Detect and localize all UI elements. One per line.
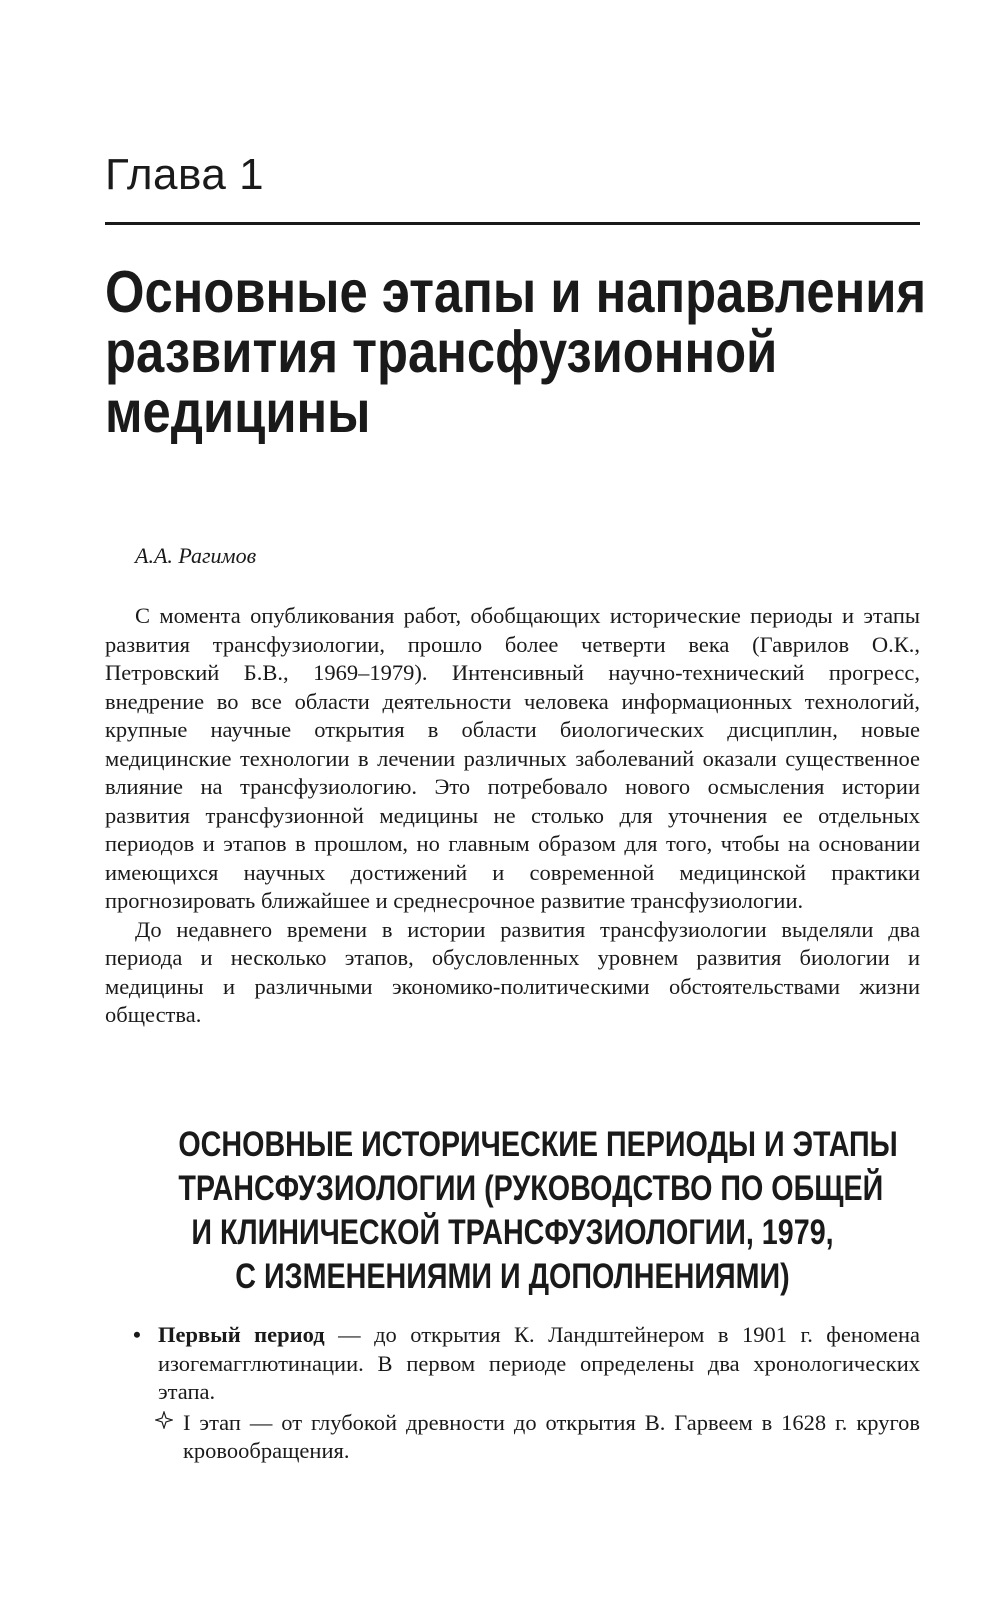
section-heading-line: И КЛИНИЧЕСКОЙ ТРАНСФУЗИОЛОГИИ, 1979, [191,1213,834,1252]
section-heading-line: ОСНОВНЫЕ ИСТОРИЧЕСКИЕ ПЕРИОДЫ И ЭТАПЫ [178,1125,898,1164]
chapter-label: Глава 1 [105,150,265,199]
list-item-text: — до открытия К. Ландштейнером в 1901 г. феномена изогемагглютинации. В первом периоде определены два хронологических этапа. [158,1322,920,1404]
author-name: А.А. Рагимов [135,543,257,568]
section-heading-line: ТРАНСФУЗИОЛОГИИ (РУКОВОДСТВО ПО ОБЩЕЙ [178,1169,884,1208]
sub-list-item-text: I этап — от глубокой древности до открытия В. Гарвеем в 1628 г. кругов кровообращения. [183,1409,920,1463]
period-list [105,1321,920,1466]
sub-list-item [105,1409,920,1466]
list-item [105,1321,920,1407]
chapter-divider [105,222,920,225]
bullet-icon: • [133,1322,141,1347]
section-heading [105,1123,920,1299]
body-text [105,602,920,1030]
section-heading-line: С ИЗМЕНЕНИЯМИ И ДОПОЛНЕНИЯМИ) [235,1257,790,1296]
paragraph: С момента опубликования работ, обобщающих исторические периоды и этапы развития трансфузиологии, прошло более четверти века (Гаврилов О.К., Петровский Б.В., 1969–1979). Интенсивный научно-технический прогресс, внедрение во все области деятельности человека информационных технологий, крупные научные открытия в области биологических дисциплин, новые медицинские технологии в лечении различных заболеваний оказали существенное влияние на трансфузиологию. Это потребовало нового осмысления истории развития трансфузионной медицины не столько для уточнения ее отдельных периодов и этапов в прошлом, но главным образом для того, чтобы на основании имеющихся научных достижений и современной медицинской практики прогнозировать ближайшее и среднесрочное развитие трансфузиологии. [105,603,920,913]
diamond-star-icon [155,1411,173,1429]
chapter-title-line: медицины [105,379,371,445]
chapter-title-line: развития трансфузионной [105,319,778,385]
list-item-term: Первый период [158,1322,325,1347]
chapter-title [105,259,927,445]
paragraph: До недавнего времени в истории развития трансфузиологии выделяли два периода и несколько этапов, обусловленных уровнем развития биологии и медицины и различными экономико-политическими обстоятельствами жизни общества. [105,916,920,1027]
chapter-title-line: Основные этапы и направления [105,259,927,325]
